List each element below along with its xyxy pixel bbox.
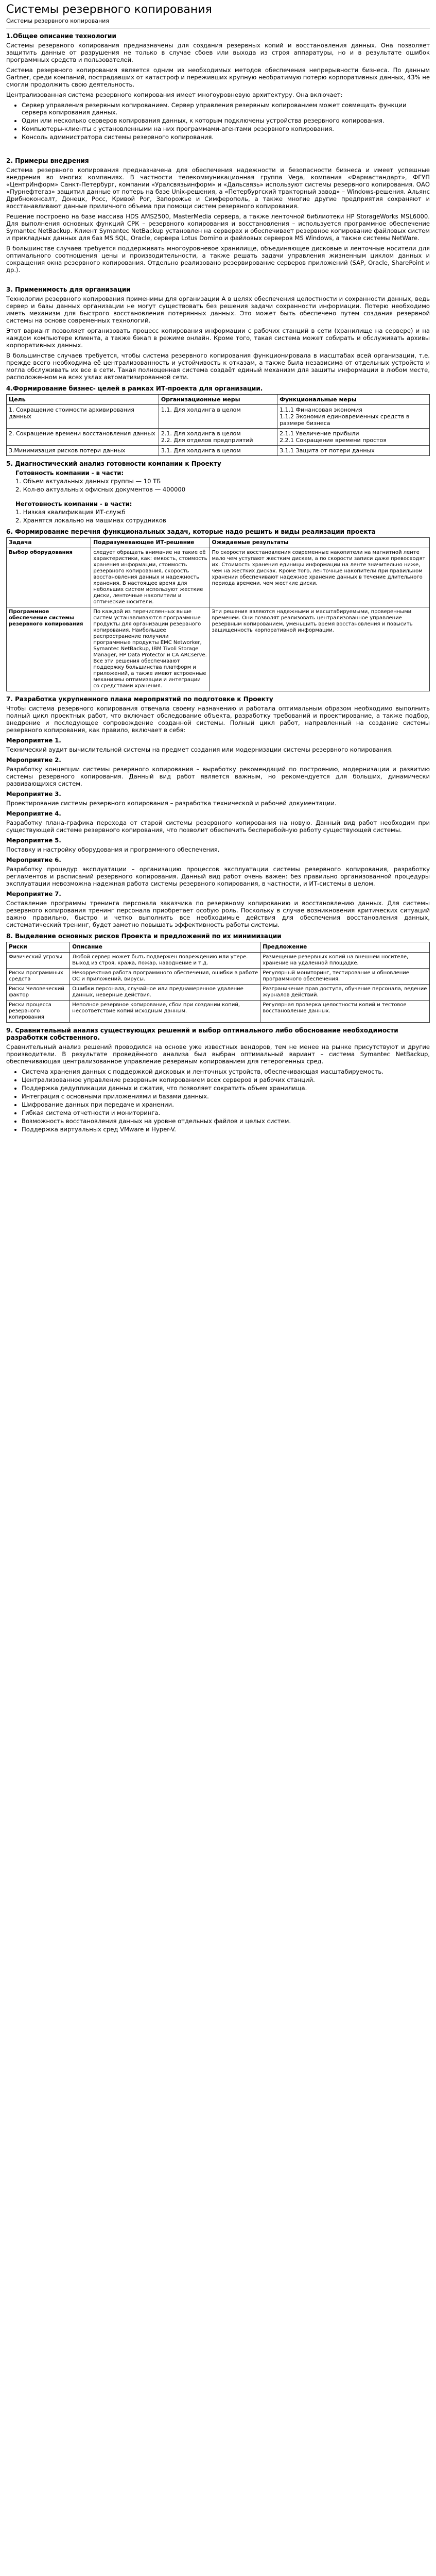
table-cell: Физический угрозы: [7, 953, 70, 969]
section-1-paragraph-3: Централизованная система резервного копирования имеет многоуровневую архитектуру. Она включает:: [6, 91, 343, 98]
table-row: [7, 446, 430, 456]
section-5-heading: 5. Диагностический анализ готовности компании к Проекту: [6, 460, 221, 467]
event-title: Мероприятие 6.: [6, 856, 61, 863]
section-7-paragraph-1: Чтобы система резервного копирования отвечала своему назначению и работала оптимальным образом необходимо выполнить полный цикл проектных работ, что включает обследование объекта, разработку требований и проектирование, а также подбор, внедрение и последующее сопровождение созданной системы. Полный цикл работ, направленный на создание системы резервного копирования, как правило, включает в себя:: [6, 705, 430, 734]
section-1-paragraph-2: Система резервного копирования является одним из необходимых методов обеспечения непрерывности бизнеса. По данным Gartner, среди компаний, пострадавших от катастроф и переживших крупную необратимую потерю корпоративных данных, 43% не смогли продолжить свою деятельность.: [6, 66, 430, 88]
section-1-heading: 1.Общее описание технологии: [6, 32, 116, 40]
list-item: • Интеграция с основными приложениями и базами данных.: [22, 1093, 430, 1100]
table-cell: По скорости восстановления современные накопители на магнитной ленте мало чем уступают жестким дискам, а по скорости записи даже превосходят их. Стоимость хранения единицы информации на ленте значительно ниже, чем на жестких дисках. Кроме того, ленточные накопители при правильном хранении обеспечивают надежное хранение данных в течение длительного периода времени, чем жесткие диски.: [210, 548, 429, 607]
table-cell: следует обращать внимание на такие её характеристики, как: емкость, стоимость хранения информации, стоимость резервного копирования, скорость восстановления данных и надежность хранения. В настоящее время для небольших систем используют жесткие диски, ленточные накопители и оптические носители.: [91, 548, 210, 607]
list-item: • Система хранения данных с поддержкой дисковых и ленточных устройств, обеспечивающая масштабируемость.: [22, 1068, 430, 1075]
list-item: • Компьютеры-клиенты с установленными на них программами-агентами резервного копирования.: [22, 125, 430, 132]
event-block: [6, 837, 430, 853]
section-9-heading: 9. Сравнительный анализ существующих решений и выбор оптимального либо обоснование необходимости разработки собственного.: [6, 1027, 398, 1041]
list-item: • Централизованное управление резервным копированием всех серверов и рабочих станций.: [22, 1076, 430, 1083]
section-9-list: [6, 1068, 430, 1133]
event-text: Разработку процедур эксплуатации – организацию процессов эксплуатации системы резервного копирования, разработку регламентов и расписаний резервного копирования. Данный вид работ очень важен: без правильно организованной процедуры эксплуатации невозможна надежная работа системы резервного копирования, в частности, и ИТ-системы в целом.: [6, 866, 430, 887]
event-title: Мероприятие 3.: [6, 790, 61, 798]
section-9-paragraph-1: Сравнительный анализ решений проводился на основе уже известных вендоров, тем не менее на рынке присутствуют и другие производители. В результате проведённого анализа был выбран оптимальный вариант – система Symantec NetBackup, обеспечивающая централизованное управление резервным копированием для гетерогенных сред.: [6, 1043, 430, 1065]
table-cell: Любой сервер может быть подвержен повреждению или утере. Выход из строя, кража, пожар, наводнение и т.д.: [70, 953, 260, 969]
event-text: Разработку плана-графика перехода от старой системы резервного копирования на новую. Данный вид работ необходим при существующей системе резервного копирования, что позволит обеспечить бесперебойную работу существующей системы.: [6, 819, 430, 834]
unreadiness-item: 1. Низкая квалификация ИТ-служб: [15, 509, 126, 516]
table-row: [7, 429, 430, 446]
table-cell: Риски процесса резервного копирования: [7, 1001, 70, 1023]
readiness-item: 2. Кол-во актуальных офисных документов — 400000: [15, 486, 186, 493]
table-header-row: [7, 538, 430, 548]
list-item: • Возможность восстановления данных на уровне отдельных файлов и целых систем.: [22, 1117, 430, 1125]
section-3-heading: 3. Применимость для организации: [6, 286, 131, 293]
table-cell: Размещение резервных копий на внешнем носителе, хранение на удаленной площадке.: [260, 953, 430, 969]
table-header-cell: Задача: [7, 538, 91, 548]
section-2-paragraph-2: Решение построено на базе массива HDS AMS2500, MasterMedia сервера, а также ленточной библиотеки HP StorageWorks MSL6000. Для выполнения основных функций СРК – резервного копирования и восстановления – используется программное обеспечение Symantec NetBackup. Клиент Symantec NetBackup установлен на серверах и обеспечивает резервное копирование файловых систем и прикладных данных для баз MS SQL, Oracle, сервера Lotus Domino и файловых серверов MS Windows, а также системы NetWare.: [6, 213, 430, 242]
section-8-heading: 8. Выделение основных рисков Проекта и предложений по их минимизации: [6, 933, 282, 940]
event-block: [6, 790, 430, 807]
table-cell: Ошибки персонала, случайное или преднамеренное удаление данных, неверные действия.: [70, 985, 260, 1001]
event-title: Мероприятие 4.: [6, 810, 61, 817]
event-title: Мероприятие 2.: [6, 756, 61, 764]
readiness-item: 1. Объем актуальных данных группы — 10 ТБ: [15, 478, 161, 485]
table-cell: 2.1. Для холдинга в целом 2.2. Для отделов предприятий: [159, 429, 277, 446]
section-2-paragraph-1: Система резервного копирования предназначена для обеспечения надежности и безопасности бизнеса и имеет успешные внедрения во многих компаниях. В частности телекоммуникационная группа Vega, компания «Фармастандарт», ФГУП «ЦентрИнформ» Санкт-Петербург, компании «Уралсвязьинформ» и «Дальсвязь» используют системы резервного копирования. ОАО «Пурнефтегаз» защитил данные от потерь на базе Unix-решения, а «Петербургский тракторный завод» – Windows-решения. Альянс Дрибноконсалт, Донецк, Росс, Кривой Рог, Запорожье и Симферополь, а также многие другие предприятия сохраняют и восстанавливают данные приличного объема при помощи систем резервного копирования.: [6, 166, 430, 210]
table-cell: Выбор оборудования: [7, 548, 91, 607]
table-cell: Регулярная проверка целостности копий и тестовое восстановление данных.: [260, 1001, 430, 1023]
table-cell: 3.Минимизация рисков потери данных: [7, 446, 159, 456]
table-cell: Разграничение прав доступа, обучение персонала, ведение журналов действий.: [260, 985, 430, 1001]
unreadiness-title: Неготовность компании - в части:: [15, 500, 132, 507]
table-header-cell: Организационные меры: [159, 395, 277, 405]
table-header-row: [7, 395, 430, 405]
list-item: • Шифрование данных при передаче и хранении.: [22, 1101, 430, 1108]
table-row: [7, 953, 430, 969]
table-cell: 3.1.1 Защита от потери данных: [277, 446, 430, 456]
event-block: [6, 856, 430, 887]
table-cell: Риски Человеческий фактор: [7, 985, 70, 1001]
event-block: [6, 890, 430, 928]
section-1-list: [6, 101, 430, 141]
table-header-cell: Ожидаемые результаты: [210, 538, 429, 548]
table-row: [7, 1001, 430, 1023]
event-title: Мероприятие 5.: [6, 837, 61, 844]
spacer: [6, 494, 430, 499]
section-1-paragraph-1: Системы резервного копирования предназначены для создания резервных копий и восстановления данных. Она позволяет защитить данные от разрушения не только в случае сбоев или выхода из строя аппаратуры, но и в результате ошибок программных средств и пользователей.: [6, 42, 430, 63]
table-cell: 1.1.1 Финансовая экономия 1.1.2 Экономия единовременных средств в размере бизнеса: [277, 405, 430, 429]
table-cell: 2. Сокращение времени восстановления данных: [7, 429, 159, 446]
spacer: [6, 144, 430, 153]
list-item: • Поддержка дедупликации данных и сжатия, что позволяет сократить объем хранилища.: [22, 1084, 430, 1092]
table-header-cell: Предложение: [260, 942, 430, 953]
section-6-heading: 6. Формирование перечня функциональных задач, которые надо решить и виды реализации проекта: [6, 528, 376, 535]
table-row: [7, 985, 430, 1001]
tasks-table: [6, 537, 430, 691]
goals-table: [6, 394, 430, 456]
table-header-cell: Подразумевающее ИТ-решение: [91, 538, 210, 548]
list-item: • Консоль администратора системы резервного копирования.: [22, 133, 430, 141]
page-subtitle: Системы резервного копирования: [6, 18, 109, 24]
table-header-cell: Функциональные меры: [277, 395, 430, 405]
table-row: [7, 969, 430, 985]
page-title: Системы резервного копирования: [6, 3, 212, 16]
table-row: [7, 607, 430, 691]
table-cell: 1. Сокращение стоимости архивирования данных: [7, 405, 159, 429]
event-title: Мероприятие 1.: [6, 737, 61, 744]
spacer: [6, 277, 430, 282]
section-2-heading: 2. Примеры внедрения: [6, 157, 89, 164]
list-item: • Сервер управления резервным копированием. Сервер управления резервным копированием может совмещать функции сервера копирования данных.: [22, 101, 430, 116]
section-3-paragraph-2: Этот вариант позволяет организовать процесс копирования информации с рабочих станций в сети (хранилище на сервере) и на каждом компьютере клиента, а также бэкап в режиме онлайн. Кроме того, такая система может собирать и обслуживать архивы корпоративных данных.: [6, 327, 430, 349]
section-3-paragraph-3: В большинстве случаев требуется, чтобы система резервного копирования функционировала в масштабах всей организации, т.е. прежде всего необходима её централизованность и устойчивость к отказам, а также была независима от отдельных устройств и могла обслуживать их все в сети. Такая полноценная система создаёт единый механизм для защиты информации в любом месте, расположенном на всех узлах автоматизированной сети.: [6, 352, 430, 381]
table-row: [7, 548, 430, 607]
section-2-paragraph-3: В большинстве случаев требуется поддерживать многоуровневое хранилище, объединяющее дисковые и ленточные носители для оптимального соотношения цены и производительности, а также решать задачи управления жизненным циклом данных и сокращения окна резервного копирования. Отдельно реализовано резервирование серверов приложений (SAP, Oracle, SharePoint и др.).: [6, 245, 430, 274]
table-cell: По каждой из перечисленных выше систем устанавливаются программные продукты для организации резервного копирования. Наибольшее распространение получили программные продукты EMC Networker, Symantec NetBackup, IBM Tivoli Storage Manager, HP Data Protector и CA ARCserve. Все эти решения обеспечивают поддержку большинства платформ и приложений, а также имеют встроенные механизмы оптимизации и интеграции со средствами хранения.: [91, 607, 210, 691]
event-block: [6, 737, 430, 753]
table-cell: Риски программных средств: [7, 969, 70, 985]
table-header-row: [7, 942, 430, 953]
list-item: • Поддержка виртуальных сред VMware и Hyper-V.: [22, 1126, 430, 1133]
table-cell: Регулярный мониторинг, тестирование и обновление программного обеспечения.: [260, 969, 430, 985]
table-cell: Некорректная работа программного обеспечения, ошибки в работе ОС и приложений, вирусы.: [70, 969, 260, 985]
event-text: Поставку и настройку оборудования и программного обеспечения.: [6, 846, 220, 853]
table-cell: Эти решения являются надежными и масштабируемыми, проверенными временем. Они позволят реализовать централизованное управление резервным копированием, уменьшить время восстановления и повысить защищенность корпоративной информации.: [210, 607, 429, 691]
section-3-paragraph-1: Технологии резервного копирования применимы для организации А в целях обеспечения целостности и сохранности данных, ведь сервер и базы данных организации не могут существовать без решения задачи сохранности информации. Потерю необходимо иметь механизм для быстрого восстановления потерянных данных. Это может быть обеспечено путем создания резервной системы на основе современных технологий.: [6, 295, 430, 324]
event-block: [6, 756, 430, 787]
table-cell: Неполное резервное копирование, сбои при создании копий, несоответствие копий исходным данным.: [70, 1001, 260, 1023]
event-text: Проектирование системы резервного копирования – разработка технической и рабочей документации.: [6, 800, 337, 807]
table-header-cell: Цель: [7, 395, 159, 405]
event-text: Составление программы тренинга персонала заказчика по резервному копированию и восстановлению данных. Для системы резервного копирования тренинг персонала приобретает особую роль. Поскольку в случае возникновения критических ситуаций важно правильно, быстро и четко выполнить все необходимые действия для обеспечения восстановления данных, систематический тренинг, будет заметно повышать эффективность работы системы.: [6, 900, 430, 928]
table-row: [7, 405, 430, 429]
table-cell: 1.1. Для холдинга в целом: [159, 405, 277, 429]
event-text: Технический аудит вычислительной системы на предмет создания или модернизации системы резервного копирования.: [6, 746, 393, 753]
section-7-heading: 7. Разработка укрупненного плана мероприятий по подготовке к Проекту: [6, 696, 273, 703]
event-text: Разработку концепции системы резервного копирования – выработку рекомендаций по построению, модернизации и развитию системы резервного копирования. Данный вид работ является важным, но рекомендуется для больших, динамически развивающихся систем.: [6, 766, 430, 787]
table-cell: 3.1. Для холдинга в целом: [159, 446, 277, 456]
list-item: • Один или несколько серверов копирования данных, к которым подключены устройства резервного копирования.: [22, 117, 430, 124]
readiness-title: Готовность компании - в части:: [15, 469, 124, 477]
table-header-cell: Риски: [7, 942, 70, 953]
event-block: [6, 810, 430, 834]
event-title: Мероприятие 7.: [6, 890, 61, 897]
table-cell: 2.1.1 Увеличение прибыли 2.2.1 Сокращение времени простоя: [277, 429, 430, 446]
table-cell: Программное обеспечение системы резервного копирования: [7, 607, 91, 691]
risks-table: [6, 942, 430, 1023]
list-item: • Гибкая система отчетности и мониторинга.: [22, 1109, 430, 1116]
table-header-cell: Описание: [70, 942, 260, 953]
unreadiness-item: 2. Хранятся локально на машинах сотрудников: [15, 517, 166, 524]
section-4-heading: 4.Формирование бизнес- целей в рамках ИТ-проекта для организации.: [6, 385, 263, 392]
